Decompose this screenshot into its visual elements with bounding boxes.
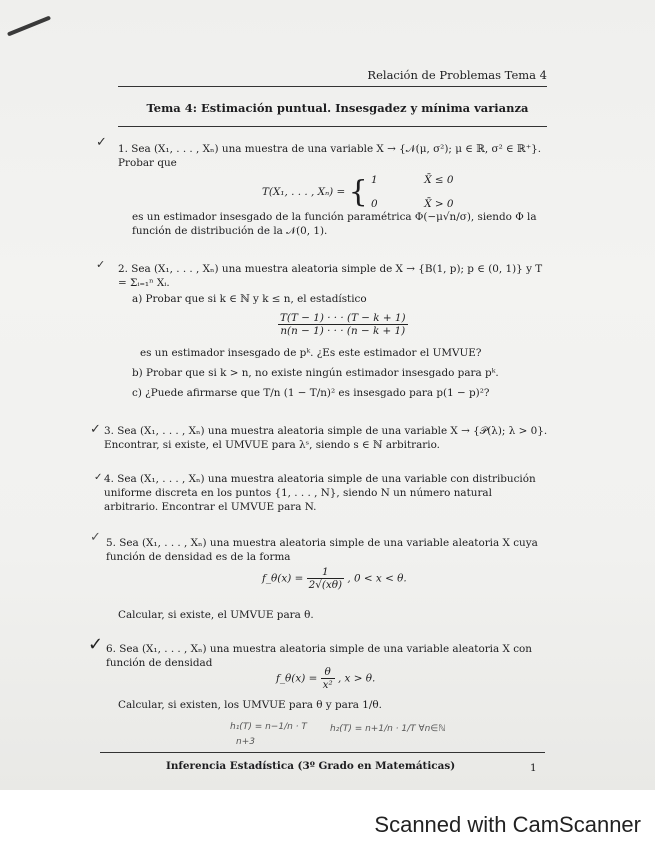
fraction-denominator: 2√(xθ) xyxy=(308,579,343,591)
problem-2a-fraction xyxy=(278,312,408,337)
problem-4 xyxy=(104,472,548,514)
case-1-condition: X̄ ≤ 0 xyxy=(424,174,454,186)
footer-text: Inferencia Estadística (3º Grado en Matemáticas) xyxy=(166,760,456,772)
problem-6-text: Sea (X₁, . . . , Xₙ) una muestra aleatoria simple de una variable aleatoria X con función de densidad xyxy=(106,643,532,669)
problem-3 xyxy=(104,424,548,452)
problem-4-text: Sea (X₁, . . . , Xₙ) una muestra aleatoria simple de una variable con distribución uniforme discreta en los puntos {1, . . . , N}, siendo N un número natural arbitrario. Encontrar el UMVUE para N. xyxy=(104,473,536,513)
problem-1-formula xyxy=(262,168,454,216)
fraction-numerator: θ xyxy=(321,666,335,679)
problem-3-text: Sea (X₁, . . . , Xₙ) una muestra aleatoria simple de una variable X → {𝒫(λ); λ > 0}. Encontrar, si existe, el UMVUE para λˢ, siendo s ∈ ℕ arbitrario. xyxy=(104,425,548,451)
case-1-value: 1 xyxy=(370,174,378,186)
fraction-numerator: T(T − 1) · · · (T − k + 1) xyxy=(280,312,406,324)
fraction-denominator: n(n − 1) · · · (n − k + 1) xyxy=(280,325,406,337)
check-mark-6: ✓ xyxy=(88,634,104,655)
running-head: Relación de Problemas Tema 4 xyxy=(367,68,547,82)
problem-2c: c) ¿Puede afirmarse que T/n (1 − T/n)² es insesgado para p(1 − p)²? xyxy=(132,387,490,399)
problem-5-after: Calcular, si existe, el UMVUE para θ. xyxy=(118,609,314,621)
check-mark-2: ✓ xyxy=(96,258,106,271)
problem-1-number: 1. xyxy=(118,143,128,155)
formula-rhs: , 0 < x < θ. xyxy=(347,572,407,585)
problem-5-formula xyxy=(262,566,407,591)
problem-5-number: 5. xyxy=(106,537,116,549)
formula-lhs: T(X₁, . . . , Xₙ) = xyxy=(262,186,346,198)
problem-3-number: 3. xyxy=(104,425,114,437)
check-mark-4: ✓ xyxy=(94,472,103,483)
problem-2a: a) Probar que si k ∈ ℕ y k ≤ n, el estadístico xyxy=(132,293,367,305)
formula-lhs: f_θ(x) = xyxy=(262,572,304,585)
problem-4-number: 4. xyxy=(104,473,114,485)
handwritten-note-1b: n+3 xyxy=(236,737,255,747)
check-mark-5: ✓ xyxy=(90,530,101,545)
formula-lhs: f_θ(x) = xyxy=(276,672,318,685)
problem-1 xyxy=(118,142,548,170)
problem-6-number: 6. xyxy=(106,643,116,655)
problem-6-after: Calcular, si existen, los UMVUE para θ y para 1/θ. xyxy=(118,699,382,711)
page-number: 1 xyxy=(530,762,537,774)
check-mark-1: ✓ xyxy=(96,135,107,150)
problem-2b: b) Probar que si k > n, no existe ningún estimador insesgado para pᵏ. xyxy=(132,367,499,379)
handwritten-note-1: h₁(T) = n−1/n · T xyxy=(230,722,307,732)
problem-2 xyxy=(118,262,548,290)
formula-rhs: , x > θ. xyxy=(337,672,376,685)
problem-2-number: 2. xyxy=(118,263,128,275)
header-rule xyxy=(118,86,547,87)
problem-2a-after: es un estimador insesgado de pᵏ. ¿Es este estimador el UMVUE? xyxy=(140,347,482,359)
pen-mark xyxy=(7,16,51,37)
fraction-numerator: 1 xyxy=(307,566,344,579)
handwritten-note-2: h₂(T) = n+1/n · 1/T ∀n∈ℕ xyxy=(330,724,446,734)
footer-rule xyxy=(100,752,545,753)
case-2-value: 0 xyxy=(370,198,378,210)
camscanner-watermark: Scanned with CamScanner xyxy=(374,812,641,837)
problem-2-text: Sea (X₁, . . . , Xₙ) una muestra aleatoria simple de X → {B(1, p); p ∈ (0, 1)} y T = Σᵢ₌₁ⁿ Xᵢ. xyxy=(118,263,543,289)
problem-5 xyxy=(106,536,548,564)
case-2-condition: X̄ > 0 xyxy=(424,198,454,210)
title-rule xyxy=(118,126,547,127)
fraction-denominator: x² xyxy=(322,679,333,691)
problem-1-text: Sea (X₁, . . . , Xₙ) una muestra de una variable X → {𝒩(μ, σ²); μ ∈ ℝ, σ² ∈ ℝ⁺}. Probar que xyxy=(118,143,542,169)
page-title: Tema 4: Estimación puntual. Insesgadez y mínima varianza xyxy=(146,101,529,115)
problem-6-formula xyxy=(276,666,375,691)
problem-5-text: Sea (X₁, . . . , Xₙ) una muestra aleatoria simple de una variable aleatoria X cuya función de densidad es de la forma xyxy=(106,537,538,563)
problem-1-after: es un estimador insesgado de la función paramétrica Φ(−μ√n/σ), siendo Φ la función de distribución de la 𝒩(0, 1). xyxy=(132,211,537,237)
check-mark-3: ✓ xyxy=(90,422,101,437)
brace-symbol: { xyxy=(348,174,368,210)
